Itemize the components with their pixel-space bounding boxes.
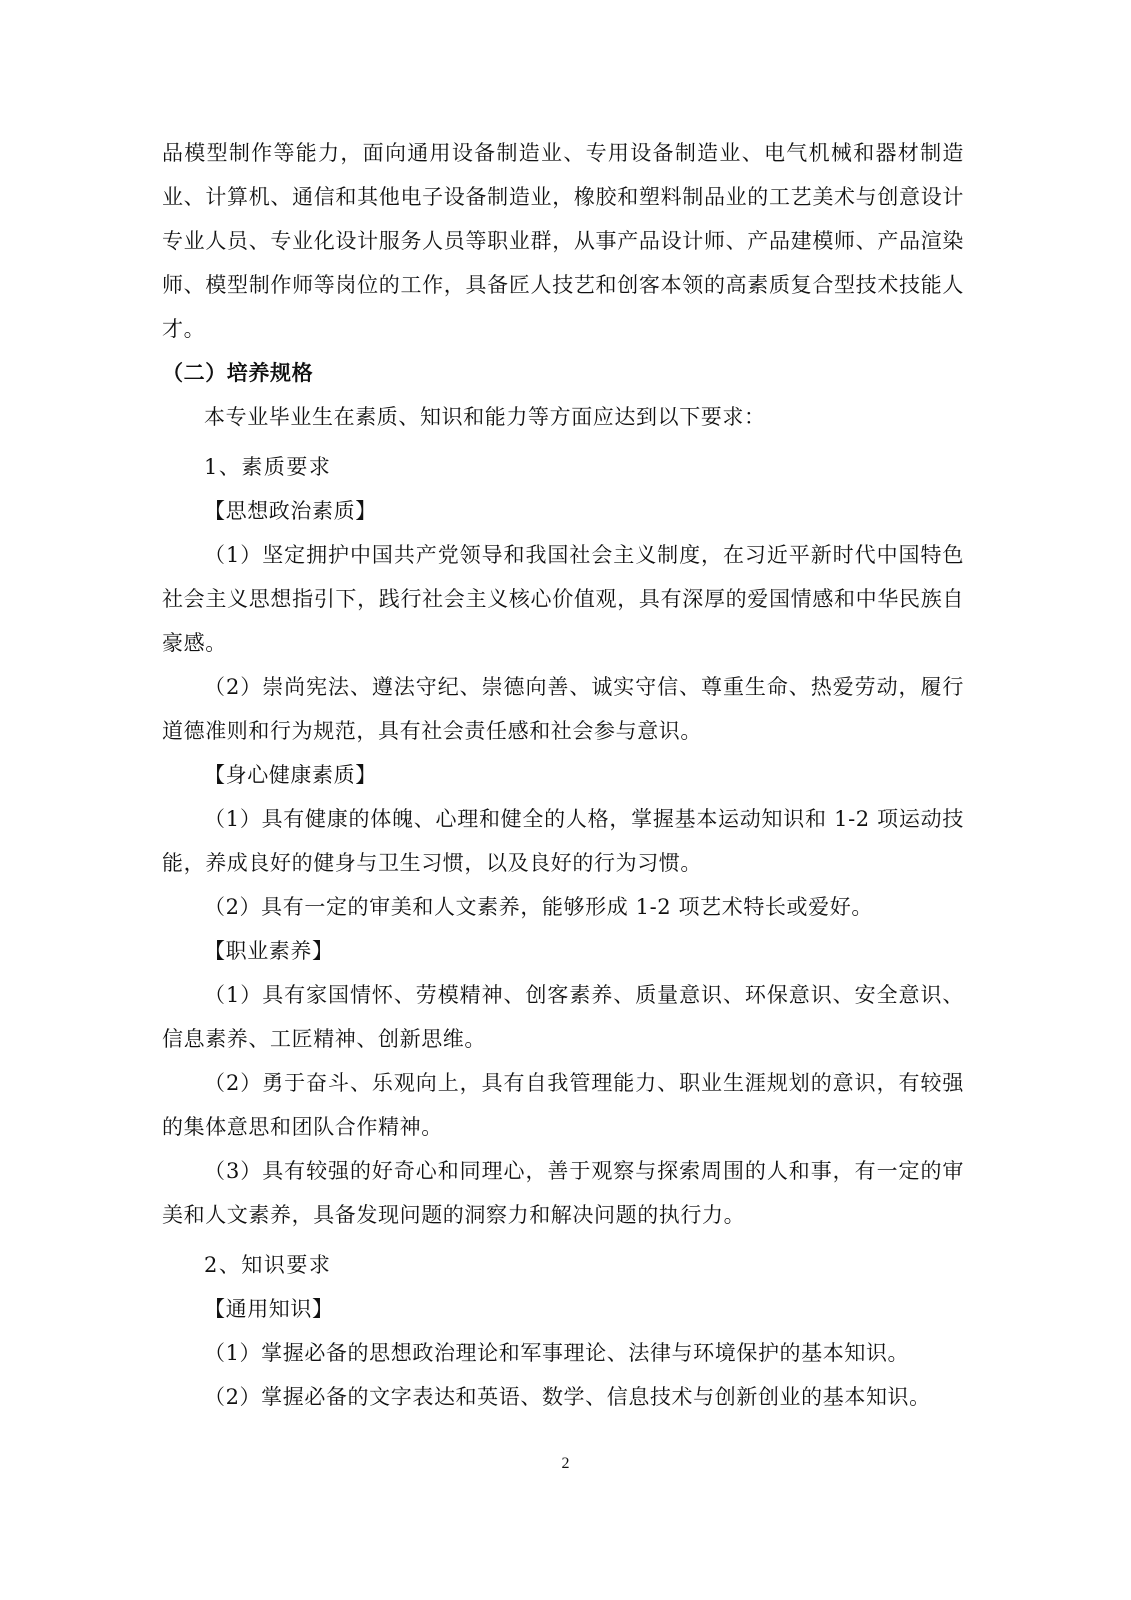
general-knowledge-item: （2）掌握必备的文字表达和英语、数学、信息技术与创新创业的基本知识。 — [204, 1385, 931, 1409]
section-intro: 本专业毕业生在素质、知识和能力等方面应达到以下要求： — [204, 405, 766, 429]
health-quality-label: 【身心健康素质】 — [204, 763, 377, 787]
health-item: （1）具有健康的体魄、心理和健全的人格，掌握基本运动知识和 1-2 项运动技能，养成良好的健身与卫生习惯，以及良好的行为习惯。 — [162, 807, 964, 875]
political-item: （1）坚定拥护中国共产党领导和我国社会主义制度，在习近平新时代中国特色社会主义思想指引下，践行社会主义核心价值观，具有深厚的爱国情感和中华民族自豪感。 — [162, 543, 964, 655]
general-knowledge-label: 【通用知识】 — [204, 1297, 334, 1321]
political-quality-label: 【思想政治素质】 — [204, 499, 377, 523]
political-item: （2）崇尚宪法、遵法守纪、崇德向善、诚实守信、尊重生命、热爱劳动，履行道德准则和行为规范，具有社会责任感和社会参与意识。 — [162, 675, 964, 743]
professional-item: （2）勇于奋斗、乐观向上，具有自我管理能力、职业生涯规划的意识，有较强的集体意思和团队合作精神。 — [162, 1071, 964, 1139]
professional-item: （1）具有家国情怀、劳模精神、创客素养、质量意识、环保意识、安全意识、信息素养、工匠精神、创新思维。 — [162, 983, 964, 1051]
document-body — [162, 131, 964, 1419]
intro-paragraph: 品模型制作等能力，面向通用设备制造业、专用设备制造业、电气机械和器材制造业、计算机、通信和其他电子设备制造业，橡胶和塑料制品业的工艺美术与创意设计专业人员、专业化设计服务人员等职业群，从事产品设计师、产品建模师、产品渲染师、模型制作师等岗位的工作，具备匠人技艺和创客本领的高素质复合型技术技能人才。 — [162, 141, 964, 341]
health-item: （2）具有一定的审美和人文素养，能够形成 1-2 项艺术特长或爱好。 — [204, 895, 873, 919]
section-heading: （二）培养规格 — [162, 360, 314, 385]
page-number: 2 — [561, 1455, 570, 1472]
knowledge-heading: 2、知识要求 — [204, 1253, 332, 1277]
professional-item: （3）具有较强的好奇心和同理心，善于观察与探索周围的人和事，有一定的审美和人文素养，具备发现问题的洞察力和解决问题的执行力。 — [162, 1159, 964, 1227]
quality-heading: 1、素质要求 — [204, 455, 332, 479]
professional-quality-label: 【职业素养】 — [204, 939, 334, 963]
general-knowledge-item: （1）掌握必备的思想政治理论和军事理论、法律与环境保护的基本知识。 — [204, 1341, 910, 1365]
